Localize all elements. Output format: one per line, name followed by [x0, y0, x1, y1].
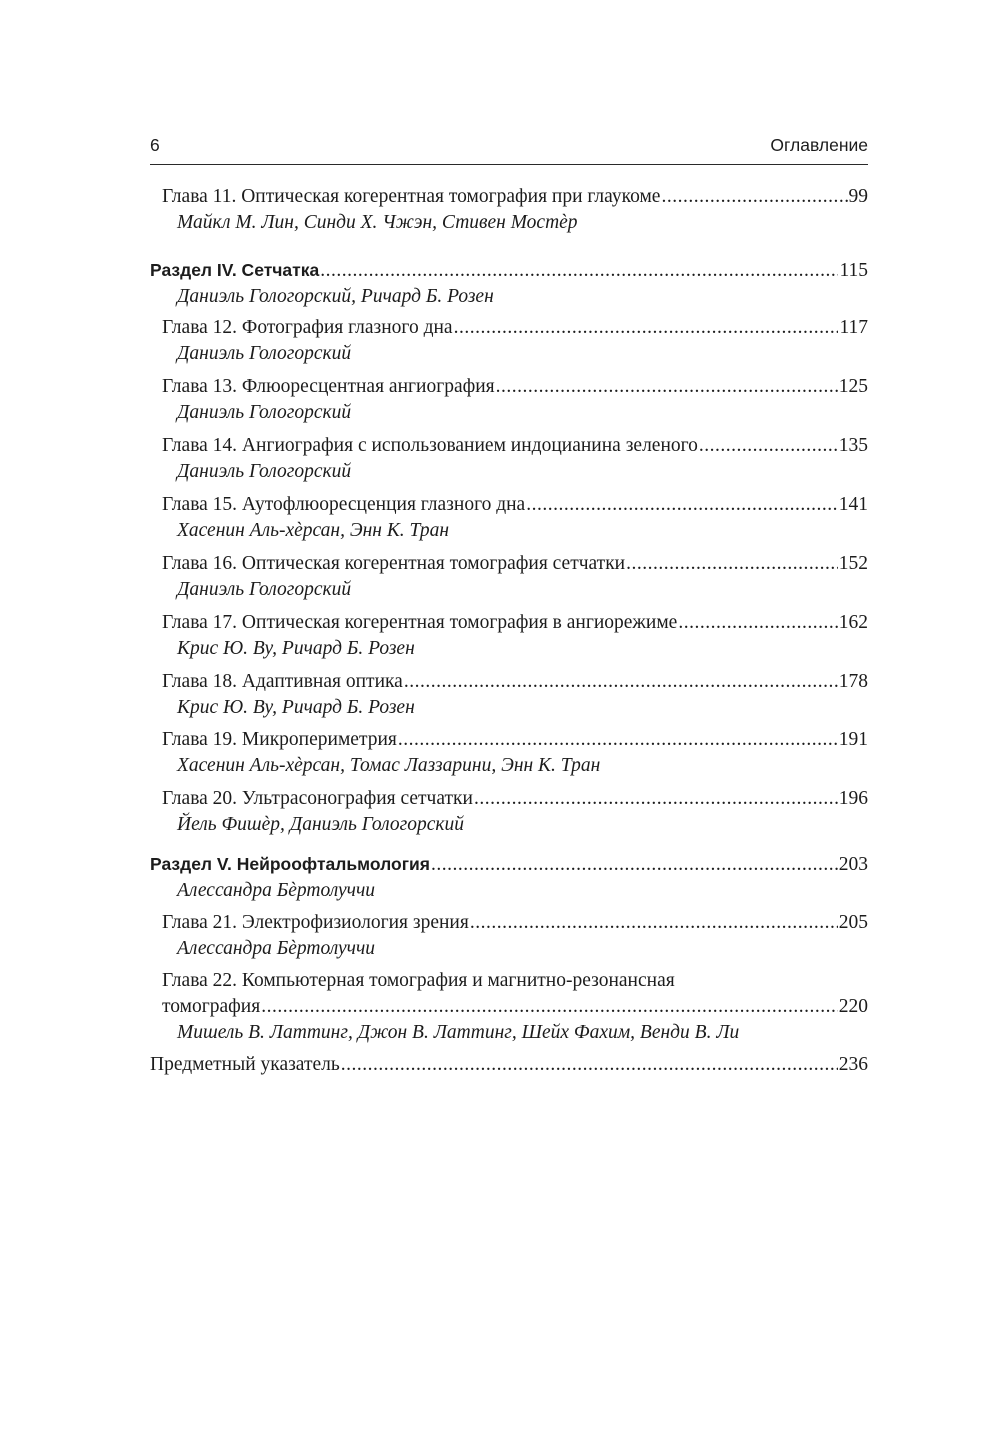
entry-authors: Даниэль Гологорский: [177, 579, 352, 600]
toc-entry-chapter-15[interactable]: [150, 492, 868, 543]
entry-title: Раздел IV. Сетчатка: [150, 260, 320, 280]
toc-entry-chapter-21[interactable]: [150, 910, 868, 961]
entry-page: 220: [838, 996, 868, 1017]
toc-line: [150, 851, 868, 878]
dot-leader: [626, 551, 838, 577]
toc-line: [150, 374, 868, 400]
entry-authors: Даниэль Гологорский: [177, 461, 352, 482]
entry-page: 99: [848, 186, 868, 207]
entry-page: 152: [838, 553, 868, 574]
dot-leader: [661, 184, 847, 210]
entry-page: 125: [838, 376, 868, 397]
entry-authors: Крис Ю. Ву, Ричард Б. Розен: [177, 638, 415, 659]
header-rule: [150, 164, 868, 165]
entry-authors: Крис Ю. Ву, Ричард Б. Розен: [177, 697, 415, 718]
toc-entry-chapter-16[interactable]: [150, 551, 868, 602]
dot-leader: [431, 852, 838, 878]
running-header: [150, 135, 868, 163]
toc-entry-chapter-14[interactable]: [150, 433, 868, 484]
toc-line: [150, 492, 868, 518]
dot-leader: [261, 994, 838, 1020]
dot-leader: [320, 258, 838, 284]
entry-title: Глава 18. Адаптивная оптика: [162, 671, 403, 692]
toc-line: [150, 994, 868, 1020]
dot-leader: [678, 610, 837, 636]
toc-entry-chapter-17[interactable]: [150, 610, 868, 661]
entry-title: Глава 17. Оптическая когерентная томография в ангиорежиме: [162, 612, 678, 633]
entry-title: Глава 14. Ангиография с использованием индоцианина зеленого: [162, 435, 698, 456]
dot-leader: [341, 1052, 838, 1078]
toc-line: [150, 669, 868, 695]
entry-title: Глава 16. Оптическая когерентная томография сетчатки: [162, 553, 626, 574]
entry-page: 205: [838, 912, 868, 933]
entry-authors: Даниэль Гологорский: [177, 402, 352, 423]
dot-leader: [699, 433, 838, 459]
entry-authors: Мишель В. Латтинг, Джон В. Латтинг, Шейх Фахим, Венди В. Ли: [177, 1022, 740, 1043]
entry-title: Глава 21. Электрофизиология зрения: [162, 912, 469, 933]
toc-entry-chapter-13[interactable]: [150, 374, 868, 425]
toc-entry-chapter-19[interactable]: [150, 727, 868, 778]
dot-leader: [496, 374, 838, 400]
toc-line: [150, 786, 868, 812]
toc-line: [150, 727, 868, 753]
entry-title-line-1: Глава 22. Компьютерная томография и магнитно-резонансная: [162, 970, 675, 991]
entry-title: Глава 13. Флюоресцентная ангиография: [162, 376, 495, 397]
entry-title: томография: [162, 996, 261, 1017]
entry-page: 117: [839, 317, 868, 338]
entry-title: Глава 19. Микропериметрия: [162, 729, 397, 750]
toc-entry-chapter-20[interactable]: [150, 786, 868, 837]
toc-entry-chapter-11[interactable]: [150, 184, 868, 235]
toc-line: [150, 257, 868, 284]
entry-title: Глава 20. Ультрасонография сетчатки: [162, 788, 473, 809]
entry-authors: Хасенин Аль-хѐрсан, Томас Лаззарини, Энн К. Тран: [177, 755, 601, 776]
dot-leader: [474, 786, 838, 812]
entry-authors: Йель Фишѐр, Даниэль Гологорский: [177, 814, 464, 835]
toc-line: [150, 610, 868, 636]
entry-page: 115: [839, 260, 868, 281]
entry-page: 191: [838, 729, 868, 750]
toc-line: [150, 1052, 868, 1078]
toc-entry-chapter-12[interactable]: [150, 315, 868, 366]
entry-title: Глава 12. Фотография глазного дна: [162, 317, 453, 338]
entry-page: 135: [838, 435, 868, 456]
entry-title: Предметный указатель: [150, 1054, 340, 1075]
entry-authors: Майкл М. Лин, Синди Х. Чжэн, Стивен Мостѐр: [177, 212, 578, 233]
entry-page: 141: [838, 494, 868, 515]
dot-leader: [398, 727, 838, 753]
entry-page: 196: [838, 788, 868, 809]
toc-entry-section-4[interactable]: [150, 257, 868, 309]
toc-line: [150, 433, 868, 459]
entry-authors: Даниэль Гологорский, Ричард Б. Розен: [177, 286, 494, 307]
dot-leader: [470, 910, 838, 936]
entry-authors: Алессандра Бѐртолуччи: [177, 938, 376, 959]
entry-page: 178: [838, 671, 868, 692]
entry-authors: Даниэль Гологорский: [177, 343, 352, 364]
entry-page: 162: [838, 612, 868, 633]
entry-authors: Хасенин Аль-хѐрсан, Энн К. Тран: [177, 520, 450, 541]
toc-entry-chapter-18[interactable]: [150, 669, 868, 720]
entry-title: Глава 11. Оптическая когерентная томография при глаукоме: [162, 186, 661, 207]
entry-page: 203: [838, 854, 868, 875]
dot-leader: [526, 492, 838, 518]
dot-leader: [404, 669, 838, 695]
toc-line: [150, 910, 868, 936]
toc-line: [150, 184, 868, 210]
dot-leader: [454, 315, 839, 341]
toc-line: [150, 315, 868, 341]
toc-entry-index[interactable]: [150, 1052, 868, 1078]
page-number: 6: [150, 135, 160, 155]
entry-authors: Алессандра Бѐртолуччи: [177, 880, 376, 901]
entry-title: Глава 15. Аутофлюоресценция глазного дна: [162, 494, 526, 515]
entry-page: 236: [838, 1054, 868, 1075]
toc-entry-section-5[interactable]: [150, 851, 868, 903]
toc-line: [150, 551, 868, 577]
entry-title: Раздел V. Нейроофтальмология: [150, 854, 430, 874]
running-title: Оглавление: [770, 135, 868, 155]
toc-entry-chapter-22[interactable]: [150, 968, 868, 1045]
